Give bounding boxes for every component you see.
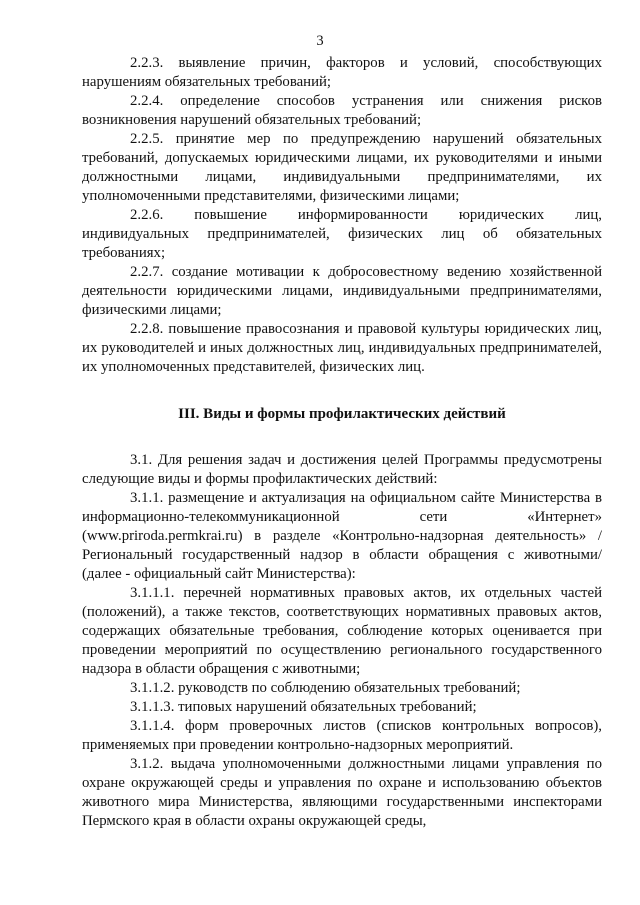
page-number: 3	[316, 33, 324, 49]
paragraph-2-2-3: 2.2.3. выявление причин, факторов и условий, способствующих нарушениям обязательных требований;	[82, 55, 602, 90]
section-heading: III. Виды и формы профилактических действий	[178, 406, 506, 422]
paragraph-2-2-6: 2.2.6. повышение информированности юридических лиц, индивидуальных предпринимателей, физических лиц об обязательных требованиях;	[82, 207, 602, 261]
paragraph-3-1: 3.1. Для решения задач и достижения целей Программы предусмотрены следующие виды и формы профилактических действий:	[82, 452, 602, 487]
paragraph-3-1-2: 3.1.2. выдача уполномоченными должностными лицами управления по охране окружающей среды и управления по охране и использованию объектов животного мира Министерства, являющими государственными инспекторами Пермского края в области охраны окружающей среды,	[82, 756, 602, 829]
paragraph-3-1-1-1: 3.1.1.1. перечней нормативных правовых актов, их отдельных частей (положений), а также текстов, соответствующих нормативных правовых актов, содержащих обязательные требования, соблюдение которых оценивается при проведении мероприятий по осуществлению регионального государственного надзора в области обращения с животными;	[82, 585, 602, 677]
paragraph-2-2-7: 2.2.7. создание мотивации к добросовестному ведению хозяйственной деятельности юридическими лицами, индивидуальными предпринимателями, физическими лицами;	[82, 264, 602, 318]
paragraph-3-1-1: 3.1.1. размещение и актуализация на официальном сайте Министерства в информационно-телекоммуникационной сети «Интернет» (www.priroda.permkrai.ru) в разделе «Контрольно-надзорная деятельность» /Региональный государственный надзор в области обращения с животными/ (далее - официальный сайт Министерства):	[82, 490, 602, 582]
paragraph-3-1-1-3: 3.1.1.3. типовых нарушений обязательных требований;	[130, 699, 477, 715]
document-body	[82, 54, 602, 831]
paragraph-2-2-8: 2.2.8. повышение правосознания и правовой культуры юридических лиц, их руководителей и иных должностных лиц, индивидуальных предпринимателей, их уполномоченных представителей, физических лиц.	[82, 321, 602, 375]
paragraph-2-2-5: 2.2.5. принятие мер по предупреждению нарушений обязательных требований, допускаемых юридическими лицами, их руководителями и иными должностными лицами, индивидуальными предпринимателями, их уполномоченными представителями, физическими лицами;	[82, 131, 602, 204]
paragraph-3-1-1-2: 3.1.1.2. руководств по соблюдению обязательных требований;	[130, 680, 521, 696]
paragraph-3-1-1-4: 3.1.1.4. форм проверочных листов (списков контрольных вопросов), применяемых при проведении контрольно-надзорных мероприятий.	[82, 718, 602, 753]
paragraph-2-2-4: 2.2.4. определение способов устранения или снижения рисков возникновения нарушений обязательных требований;	[82, 93, 602, 128]
